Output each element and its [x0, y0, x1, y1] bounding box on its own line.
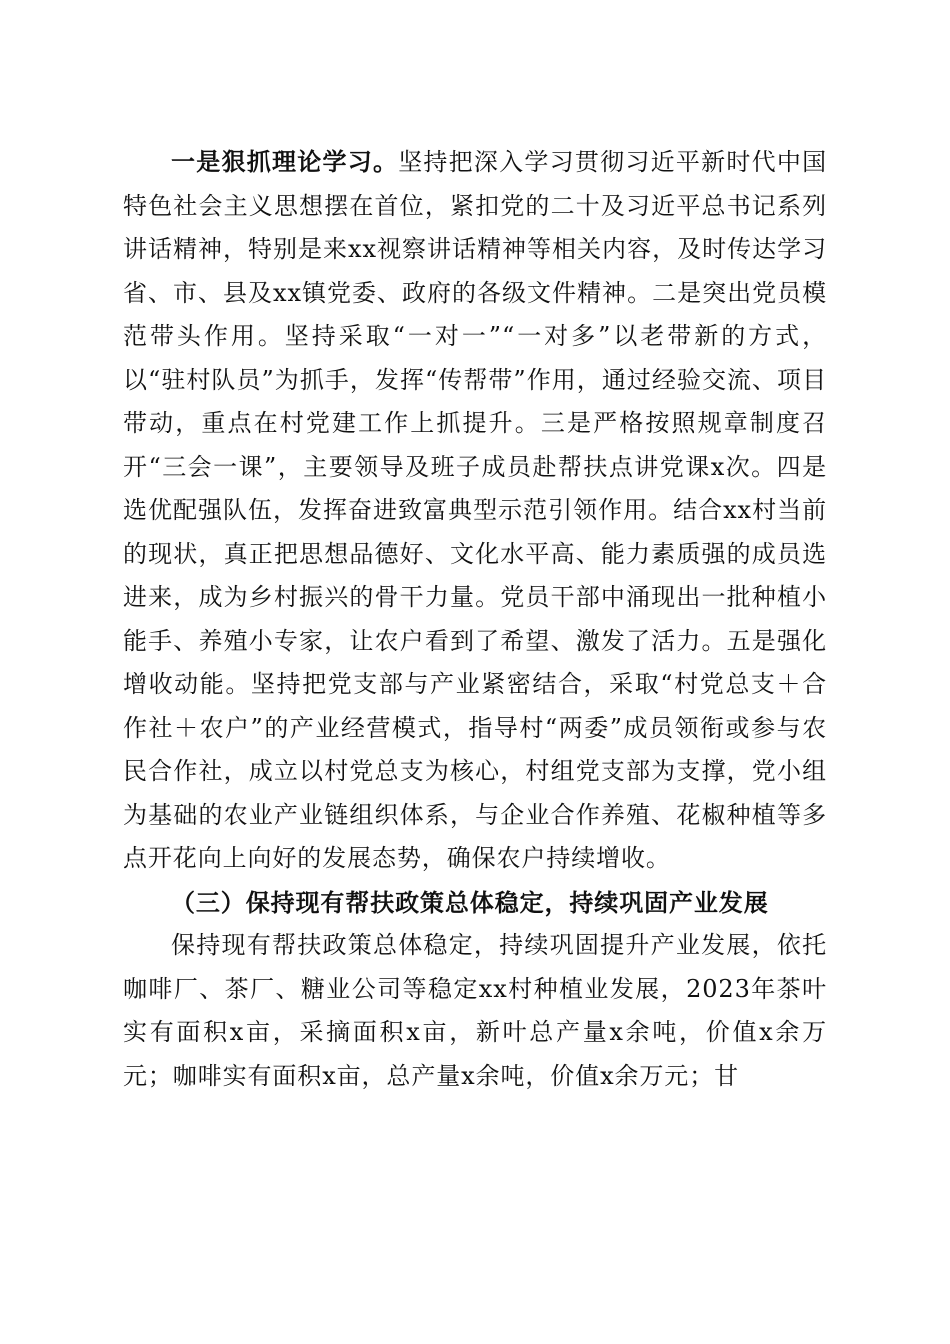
- paragraph-lead-bold: 一是狠抓理论学习。: [171, 147, 399, 176]
- document-page: [123, 140, 827, 1098]
- paragraph-industry-development: 保持现有帮扶政策总体稳定，持续巩固提升产业发展，依托咖啡厂、茶厂、糖业公司等稳定xx村种植业发展，2023年茶叶实有面积x亩，采摘面积x亩，新叶总产量x余吨，价值x余万元；咖啡实有面积x亩，总产量x余吨，价值x余万元；甘: [123, 931, 827, 1090]
- paragraph-body-text: 坚持把深入学习贯彻习近平新时代中国特色社会主义思想摆在首位，紧扣党的二十及习近平总书记系列讲话精神，特别是来xx视察讲话精神等相关内容，及时传达学习省、市、县及xx镇党委、政府的各级文件精神。二是突出党员模范带头作用。坚持采取“一对一”“一对多”以老带新的方式，以“驻村队员”为抓手，发挥“传帮带”作用，通过经验交流、项目带动，重点在村党建工作上抓提升。三是严格按照规章制度召开“三会一课”，主要领导及班子成员赴帮扶点讲党课x次。四是选优配强队伍，发挥奋进致富典型示范引领作用。结合xx村当前的现状，真正把思想品德好、文化水平高、能力素质强的成员选进来，成为乡村振兴的骨干力量。党员干部中涌现出一批种植小能手、养殖小专家，让农户看到了希望、激发了活力。五是强化增收动能。坚持把党支部与产业紧密结合，采取“村党总支＋合作社＋农户”的产业经营模式，指导村“两委”成员领衔或参与农民合作社，成立以村党总支为核心，村组党支部为支撑，党小组为基础的农业产业链组织体系，与企业合作养殖、花椒种植等多点开花向上向好的发展态势，确保农户持续增收。: [123, 148, 827, 872]
- paragraph-party-building: [123, 140, 827, 881]
- section-heading: （三）保持现有帮扶政策总体稳定，持续巩固产业发展: [171, 887, 769, 917]
